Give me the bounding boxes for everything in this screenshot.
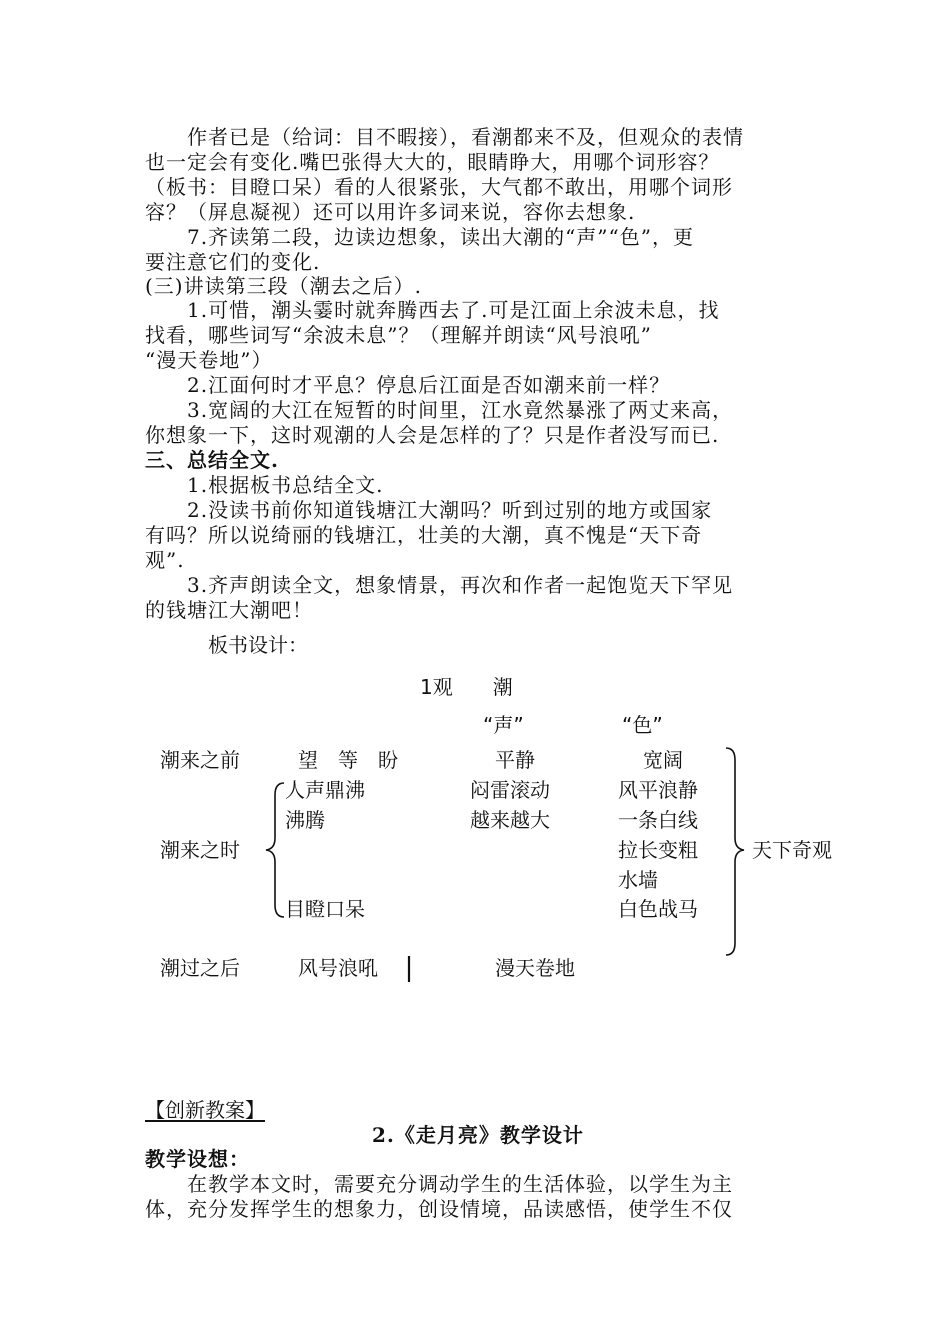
text-line: 1.可惜，潮头霎时就奔腾西去了.可是江面上余波未息，找 (145, 298, 720, 322)
text-line: 2.没读书前你知道钱塘江大潮吗？听到过别的地方或国家 (145, 498, 713, 522)
text-line: 观”. (145, 548, 185, 572)
lesson-title: 2.《走月亮》教学设计 (372, 1123, 584, 1147)
text-line: 7.齐读第二段，边读边想象，读出大潮的“声”“色”，更 (145, 225, 694, 249)
during-color: 白色战马 (618, 897, 698, 921)
during-people: 沸腾 (285, 808, 325, 832)
text-line: “漫天卷地”） (145, 348, 273, 372)
during-sound: 闷雷滚动 (470, 778, 550, 802)
section-tag: 【创新教案】 (145, 1098, 265, 1122)
text-line: 你想象一下，这时观潮的人会是怎样的了？只是作者没写而已. (145, 423, 720, 447)
column-sound: “声” (483, 713, 524, 737)
text-line: 2.江面何时才平息？停息后江面是否如潮来前一样？ (145, 373, 671, 397)
text-line: 的钱塘江大潮吧！ (145, 598, 313, 622)
right-brace (726, 748, 744, 955)
before-sound: 平静 (495, 748, 535, 772)
text-line: 容？（屏息凝视）还可以用许多词来说，容你去想象. (145, 200, 636, 224)
text-line: 1.根据板书总结全文. (145, 473, 384, 497)
before-color: 宽阔 (643, 748, 683, 772)
text-line: （板书：目瞪口呆）看的人很紧张，大气都不敢出，用哪个词形 (145, 175, 733, 199)
after-sound: 漫天卷地 (495, 956, 575, 980)
row-label-before: 潮来之前 (160, 748, 240, 772)
text-line: 有吗？所以说绮丽的钱塘江，壮美的大潮，真不愧是“天下奇 (145, 523, 703, 547)
text-line: 3.齐声朗读全文，想象情景，再次和作者一起饱览天下罕见 (145, 573, 734, 597)
section-heading: 三、总结全文. (145, 448, 279, 472)
during-people: 人声鼎沸 (285, 778, 365, 802)
text-line: 体，充分发挥学生的想象力，创设情境，品读感悟，使学生不仅 (145, 1197, 733, 1221)
during-color: 一条白线 (618, 808, 698, 832)
text-line: 作者已是（给词：目不暇接），看潮都来不及，但观众的表情 (145, 125, 744, 149)
after-actions: 风号浪吼 (298, 956, 378, 980)
row-label-after: 潮过之后 (160, 956, 240, 980)
row-label-during: 潮来之时 (160, 838, 240, 862)
text-line: 在教学本文时，需要充分调动学生的生活体验，以学生为主 (145, 1172, 733, 1196)
text-line: 找看，哪些词写“余波未息”？（理解并朗读“风号浪吼” (145, 323, 652, 347)
left-brace (266, 783, 284, 917)
text-line: 3.宽阔的大江在短暂的时间里，江水竟然暴涨了两丈来高， (145, 398, 734, 422)
design-heading: 教学设想： (145, 1147, 250, 1171)
board-title: 1观 潮 (420, 675, 513, 699)
text-line: 要注意它们的变化. (145, 250, 321, 274)
during-color: 拉长变粗 (618, 838, 698, 862)
before-actions: 望 等 盼 (298, 748, 398, 772)
text-line: 也一定会有变化.嘴巴张得大大的，眼睛睁大，用哪个词形容？ (145, 150, 720, 174)
column-color: “色” (622, 713, 663, 737)
during-color: 风平浪静 (618, 778, 698, 802)
during-sound: 越来越大 (470, 808, 550, 832)
text-line: (三)讲读第三段（潮去之后）. (145, 274, 422, 298)
conclusion: 天下奇观 (752, 838, 832, 862)
board-heading: 板书设计： (208, 633, 308, 657)
during-people: 目瞪口呆 (285, 897, 365, 921)
during-color: 水墙 (618, 868, 658, 892)
